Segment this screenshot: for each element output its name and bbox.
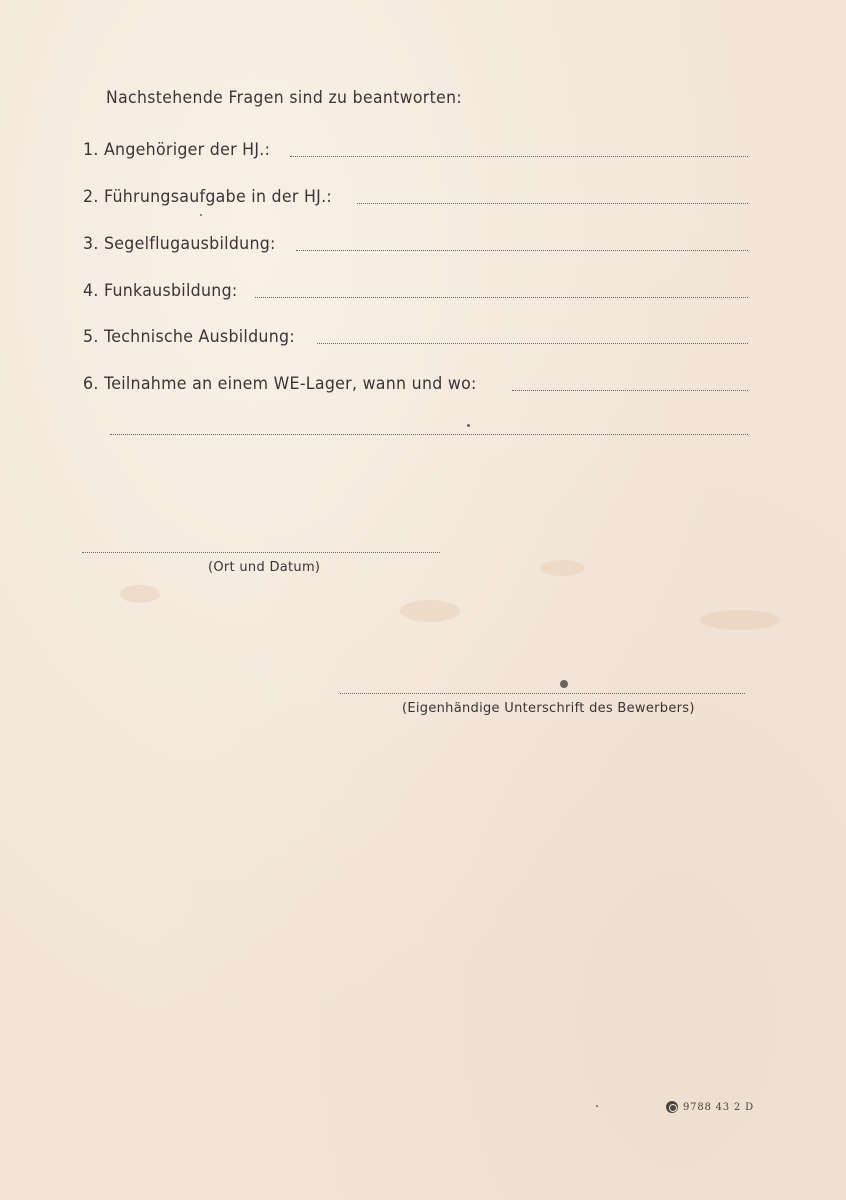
form-intro-heading: Nachstehende Fragen sind zu beantworten: (106, 88, 463, 108)
answer-line-1[interactable] (290, 156, 748, 157)
answer-line-3[interactable] (296, 250, 748, 251)
paper-stain (700, 610, 780, 630)
question-row-5 (83, 322, 748, 348)
paper-speck (467, 424, 470, 427)
answer-line-6-continued[interactable] (110, 434, 748, 435)
answer-line-5[interactable] (317, 343, 748, 344)
print-mark (666, 1101, 754, 1113)
question-label: 6. Teilnahme an einem WE-Lager, wann und wo: (83, 374, 477, 394)
place-date-caption: (Ort und Datum) (208, 560, 321, 575)
paper-speck (200, 214, 202, 216)
question-row-1 (83, 135, 748, 161)
signature-caption: (Eigenhändige Unterschrift des Bewerbers) (402, 701, 695, 716)
answer-line-2[interactable] (357, 203, 748, 204)
question-label: 5. Technische Ausbildung: (83, 327, 295, 347)
paper-stain (540, 560, 585, 576)
question-label: 1. Angehöriger der HJ.: (83, 140, 271, 160)
question-row-4 (83, 276, 748, 302)
signature-line[interactable] (340, 693, 745, 694)
question-row-3 (83, 229, 748, 255)
printer-logo-icon (666, 1101, 678, 1113)
question-label: 4. Funkausbildung: (83, 281, 238, 301)
paper-speck (596, 1105, 598, 1107)
place-date-line[interactable] (82, 552, 440, 553)
paper-speck (560, 680, 568, 688)
print-mark-code: 9788 43 2 D (683, 1101, 754, 1113)
question-row-2 (83, 182, 748, 208)
paper-stain (120, 585, 160, 603)
question-label: 2. Führungsaufgabe in der HJ.: (83, 187, 332, 207)
answer-line-4[interactable] (255, 297, 748, 298)
question-row-6 (83, 369, 748, 395)
question-label: 3. Segelflugausbildung: (83, 234, 276, 254)
answer-line-6[interactable] (512, 390, 748, 391)
paper-stain (400, 600, 460, 622)
